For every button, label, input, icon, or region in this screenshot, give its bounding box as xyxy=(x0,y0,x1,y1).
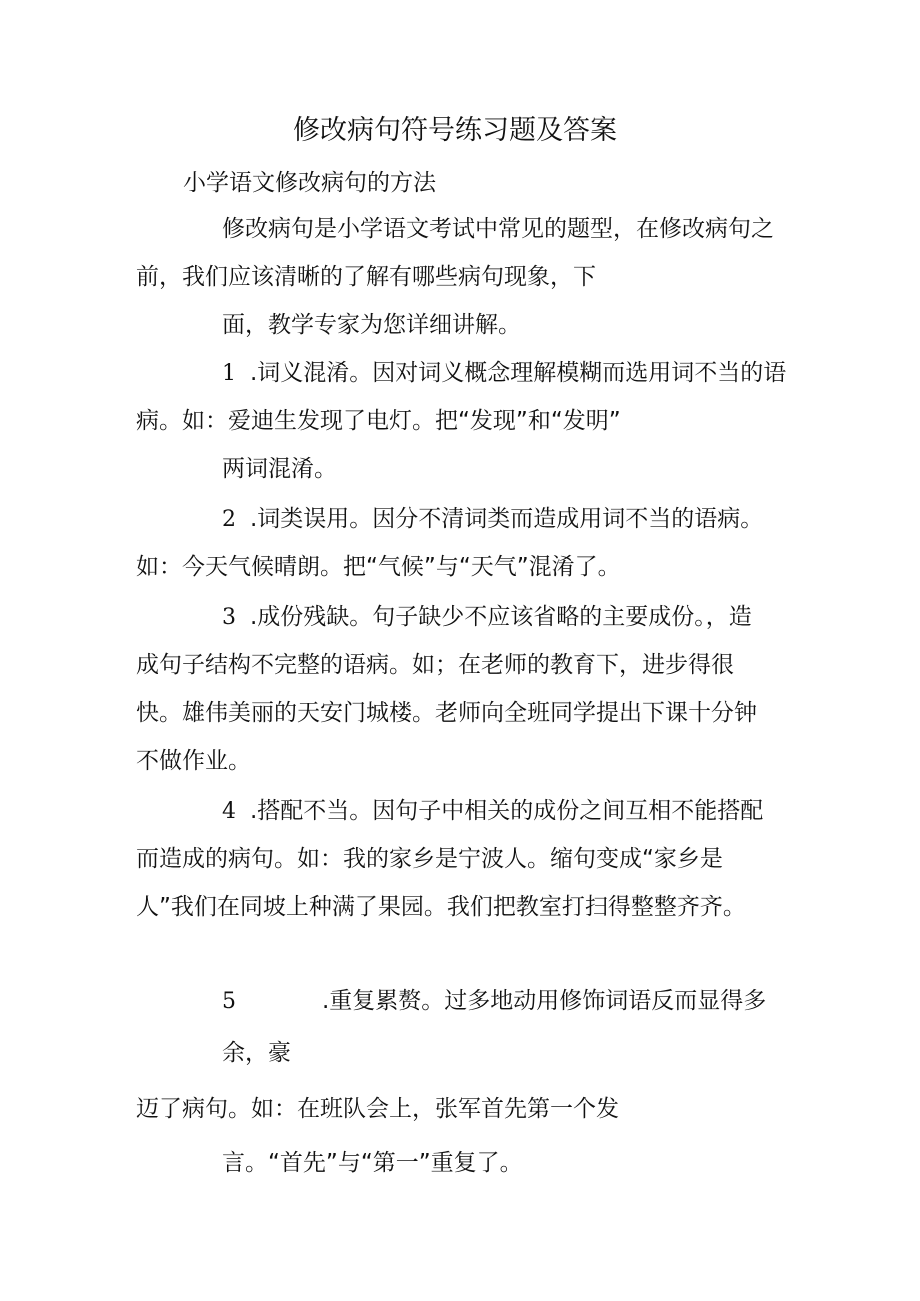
item-3-number: 3 xyxy=(222,605,236,630)
intro-line-3: 面，教学专家为您详细讲解。 xyxy=(222,312,521,338)
item-1-line-1 xyxy=(222,358,786,389)
item-4-number: 4 xyxy=(222,799,236,824)
item-4-line-3: 人”我们在同坡上种满了果园。我们把教室打扫得整整齐齐。 xyxy=(136,894,746,920)
item-3-line-1 xyxy=(222,602,752,633)
item-3-text-1: .成份残缺。句子缺少不应该省略的主要成份。，造 xyxy=(250,604,752,630)
item-3-line-3: 快。雄伟美丽的天安门城楼。老师向全班同学提出下课十分钟 xyxy=(136,700,757,726)
intro-line-2: 前，我们应该清晰的了解有哪些病句现象，下 xyxy=(136,264,596,290)
document-title: 修改病句符号练习题及答案 xyxy=(293,115,617,146)
item-4-line-2: 而造成的病句。如：我的家乡是宁波人。缩句变成“家乡是 xyxy=(136,846,723,872)
item-2-text-1: .词类误用。因分不清词类而造成用词不当的语病。 xyxy=(250,506,764,532)
item-3-line-2: 成句子结构不完整的语病。如；在老师的教育下，进步得很 xyxy=(136,652,734,678)
section-heading: 小学语文修改病句的方法 xyxy=(183,170,436,196)
item-4-text-1: .搭配不当。因句子中相关的成份之间互相不能搭配 xyxy=(250,798,764,824)
item-5-text-1: .重复累赘。过多地动用修饰词语反而显得多 xyxy=(322,988,767,1014)
item-1-number: 1 xyxy=(222,361,236,386)
item-4-line-1 xyxy=(222,796,763,827)
item-1-line-3: 两词混淆。 xyxy=(222,456,337,482)
item-1-line-2: 病。如：爱迪生发现了电灯。把“发现”和“发明” xyxy=(136,408,621,434)
item-2-line-2: 如：今天气候晴朗。把“气候”与“天气”混淆了。 xyxy=(136,554,621,580)
item-2-number: 2 xyxy=(222,507,236,532)
item-1-text-1: .词义混淆。因对词义概念理解模糊而选用词不当的语 xyxy=(250,360,787,386)
intro-line-1: 修改病句是小学语文考试中常见的题型，在修改病句之 xyxy=(222,216,774,242)
item-2-line-1 xyxy=(222,504,763,535)
item-5-line-2: 余，豪 xyxy=(222,1040,291,1066)
item-5-line-1 xyxy=(222,986,766,1017)
item-3-line-4: 不做作业。 xyxy=(136,748,251,774)
item-5-line-3: 迈了病句。如：在班队会上，张军首先第一个发 xyxy=(136,1096,619,1122)
item-5-number: 5 xyxy=(222,989,236,1014)
item-5-line-4: 言。“首先”与“第一”重复了。 xyxy=(222,1150,523,1176)
